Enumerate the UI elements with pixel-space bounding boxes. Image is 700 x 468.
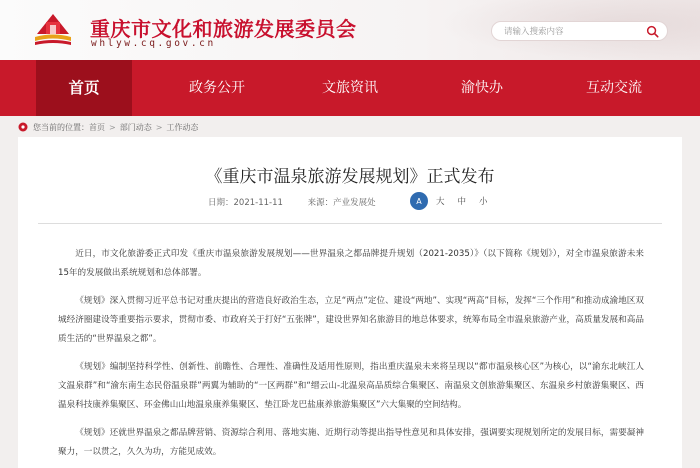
nav-interaction[interactable]: 互动交流 (586, 80, 642, 96)
article-paragraph: 《规划》还就世界温泉之都品牌营销、资源综合利用、落地实施、近期行动等提出指导性意见和具体安排，强调要实现规划所定的发展目标，需要凝神聚力，一以贯之，久久为功，方能见成效。 (58, 428, 644, 457)
article-card (18, 137, 682, 468)
article-paragraph: 近日，市文化旅游委正式印发《重庆市温泉旅游发展规划——世界温泉之都品牌提升规划（2021-2035）》（以下简称《规划》），对全市温泉旅游未来15年的发展做出系统规划和总体部署。 (58, 249, 644, 278)
nav-government-affairs[interactable]: 政务公开 (189, 80, 245, 96)
search-box (491, 21, 668, 41)
font-size-medium[interactable]: 中 (457, 197, 467, 207)
nav-home[interactable]: 首页 (36, 60, 132, 116)
location-icon (18, 122, 28, 132)
breadcrumb-work-news[interactable]: 工作动态 (166, 122, 199, 132)
font-size-control (410, 192, 501, 210)
nav-culture-tourism-news[interactable]: 文旅资讯 (322, 80, 378, 96)
search-icon[interactable] (646, 25, 659, 38)
font-size-large[interactable]: 大 (436, 197, 445, 207)
article-paragraph: 《规划》编制坚持科学性、创新性、前瞻性、合理性、准确性及适用性原则，指出重庆温泉未来将呈现以“都市温泉核心区”为核心，以“渝东北峡江人文温泉群”和“渝东南生态民俗温泉群”两翼为辅助的“一区两群”和“缙云山-北温泉高品质综合集聚区、南温泉文创旅游集聚区、东温泉乡村旅游集聚区、西温泉科技康养集聚区、环金佛山山地温泉康养集聚区、垫江卧龙巴盐康养旅游集聚区”六大集聚的空间结构。 (58, 362, 644, 410)
nav-yukuaiban[interactable]: 渝快办 (461, 80, 503, 96)
article-meta (208, 196, 376, 208)
breadcrumb-separator: > (155, 122, 163, 132)
breadcrumb-separator: > (109, 122, 116, 132)
font-size-icon: A (410, 192, 428, 210)
breadcrumb (18, 120, 198, 134)
breadcrumb-prefix: 您当前的位置： (33, 122, 89, 132)
article-date: 日期：2021-11-11 (208, 198, 283, 208)
site-title[interactable]: 重庆市文化和旅游发展委员会 (90, 17, 357, 41)
article-body (58, 245, 644, 468)
site-logo-icon[interactable] (31, 10, 75, 48)
breadcrumb-department-news[interactable]: 部门动态 (119, 122, 152, 132)
article-source: 来源：产业发展处 (307, 198, 376, 208)
site-domain: whlyw.cq.gov.cn (91, 38, 216, 49)
main-nav (0, 60, 700, 116)
article-title: 《重庆市温泉旅游发展规划》正式发布 (205, 167, 495, 187)
site-header (0, 0, 700, 60)
article-paragraph: 《规划》深入贯彻习近平总书记对重庆提出的营造良好政治生态，立足“两点”定位、建设“两地”、实现“两高”目标，发挥“三个作用”和推动成渝地区双城经济圈建设等重要指示要求，贯彻市委、市政府关于打好“五张牌”，建设世界知名旅游目的地总体要求，统筹布局全市温泉旅游产业，高质量发展和高品质生活的“世界温泉之都”。 (58, 296, 644, 344)
font-size-small[interactable]: 小 (479, 197, 488, 207)
search-input[interactable] (504, 25, 634, 38)
breadcrumb-home[interactable]: 首页 (89, 122, 105, 132)
title-divider (38, 223, 662, 224)
